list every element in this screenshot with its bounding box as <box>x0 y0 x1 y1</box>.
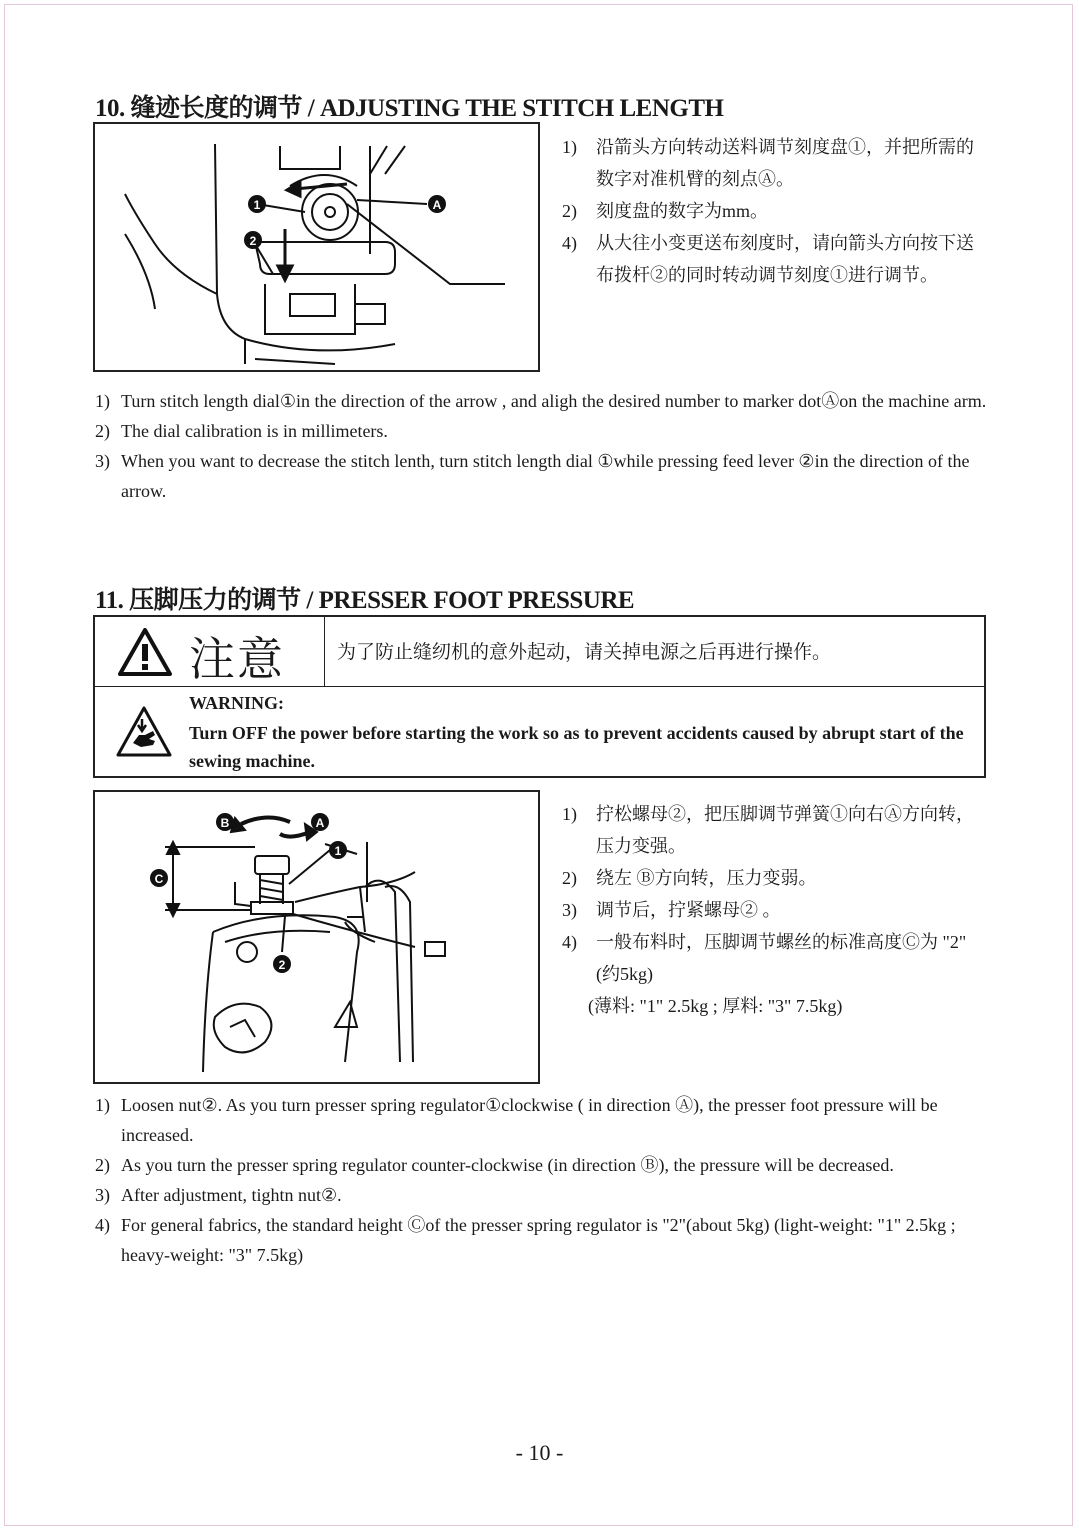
warning-text: Turn OFF the power before starting the work so as to prevent accidents caused by abrupt start of the sewing machine. <box>189 723 964 771</box>
svg-text:1: 1 <box>253 198 261 212</box>
list-item: 2) 刻度盘的数字为mm。 <box>562 201 769 221</box>
svg-text:2: 2 <box>249 234 257 248</box>
cn-note: (薄料: "1" 2.5kg ; 厚料: "3" 7.5kg) <box>588 996 843 1016</box>
page-number: - 10 - <box>515 1440 564 1465</box>
list-item: 2) The dial calibration is in millimeters. <box>95 421 388 441</box>
hand-hazard-icon <box>115 705 173 759</box>
callout-1 <box>248 195 266 213</box>
callout-b <box>216 813 234 831</box>
list-item: 1) 拧松螺母②，把压脚调节弹簧①向右Ⓐ方向转，压力变强。 <box>562 804 974 856</box>
caution-divider <box>324 617 325 687</box>
presser-foot-figure <box>93 790 540 1084</box>
presser-foot-illustration <box>95 792 538 1082</box>
list-item: 2) As you turn the presser spring regulator counter-clockwise (in direction Ⓑ), the pressure will be decreased. <box>95 1155 894 1175</box>
svg-text:A: A <box>315 816 325 830</box>
list-item: 3) When you want to decrease the stitch lenth, turn stitch length dial ①while pressing feed lever ②in the direction of the arrow. <box>95 451 970 501</box>
callout-1 <box>329 841 347 859</box>
section-10-en-list <box>95 386 987 506</box>
svg-text:2: 2 <box>278 958 286 972</box>
list-item: 1) 沿箭头方向转动送料调节刻度盘①，并把所需的数字对准机臂的刻点Ⓐ。 <box>562 137 974 189</box>
list-item: 2) 绕左 Ⓑ方向转，压力变弱。 <box>562 868 817 888</box>
caution-text-cn: 为了防止缝纫机的意外起动，请关掉电源之后再进行操作。 <box>337 642 832 663</box>
section-10-cn-list <box>562 131 982 291</box>
list-item: 3) After adjustment, tightn nut②. <box>95 1185 342 1205</box>
callout-c <box>150 869 168 887</box>
warning-heading: WARNING: <box>189 693 285 713</box>
section-11-en-list <box>95 1090 987 1270</box>
svg-text:B: B <box>220 816 230 830</box>
stitch-length-figure <box>93 122 540 372</box>
callout-2 <box>273 955 291 973</box>
list-item: 3) 调节后，拧紧螺母② 。 <box>562 900 781 920</box>
list-item: 1) Loosen nut②. As you turn presser spring regulator①clockwise ( in direction Ⓐ), the presser foot pressure will be increased. <box>95 1095 938 1145</box>
list-item: 4) For general fabrics, the standard height Ⓒof the presser spring regulator is "2"(about 5kg) (light-weight: "1" 2.5kg ; heavy-weight: "3" 7.5kg) <box>95 1215 956 1265</box>
list-item: 1) Turn stitch length dial①in the direction of the arrow , and aligh the desired number to marker dotⒶon the machine arm. <box>95 391 987 411</box>
svg-text:1: 1 <box>334 844 342 858</box>
list-item: 4) 一般布料时，压脚调节螺丝的标准高度Ⓒ为 "2" (约5kg) <box>562 932 967 984</box>
caution-row <box>95 617 984 687</box>
stitch-length-illustration <box>95 124 538 370</box>
section-11-cn-list <box>562 798 982 1022</box>
callout-a <box>428 195 446 213</box>
warning-box <box>93 615 986 778</box>
section-11-title: 11. 压脚压力的调节 / PRESSER FOOT PRESSURE <box>95 587 635 614</box>
callout-a <box>311 813 329 831</box>
list-item: 4) 从大往小变更送布刻度时，请向箭头方向按下送布拨杆②的同时转动调节刻度①进行调节。 <box>562 233 974 285</box>
callout-2 <box>244 231 262 249</box>
caution-label: 注意 <box>189 634 285 685</box>
section-10-title: 10. 缝迹长度的调节 / ADJUSTING THE STITCH LENGTH <box>95 95 724 122</box>
caution-triangle-icon <box>117 627 173 677</box>
svg-text:C: C <box>154 872 164 886</box>
svg-text:A: A <box>432 198 442 212</box>
